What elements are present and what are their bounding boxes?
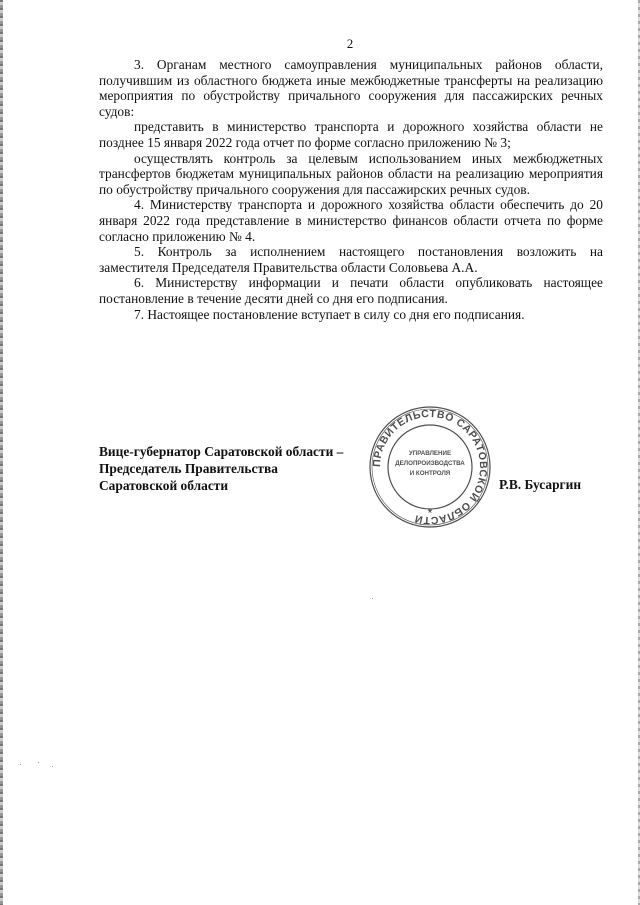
signer-title-line3: Саратовской области [99, 478, 229, 493]
scan-edge-left [0, 0, 3, 905]
paragraph-7: 7. Настоящее постановление вступает в силу со дня его подписания. [134, 306, 525, 322]
paragraph-4: 4. Министерству транспорта и дорожного хозяйства области обеспечить до 20 января 2022 года представление в министерство финансов области отчета по форме согласно приложению № 4. [99, 197, 603, 244]
paragraph-3-control: осуществлять контроль за целевым использованием иных межбюджетных трансфертов бюджетам муниципальных районов области на реализацию мероприятия по обустройству причального сооружения для пассажирских речных судов. [99, 150, 603, 197]
scan-speck [372, 598, 373, 599]
signer-title-line1: Вице-губернатор Саратовской области – [99, 444, 344, 459]
paragraph-3: 3. Органам местного самоуправления муниципальных районов области, получившим из областного бюджета иные межбюджетные трансферты на реализацию мероприятия по обустройству причального сооружения для пассажирских речных судов: [99, 57, 603, 119]
paragraph-5: 5. Контроль за исполнением настоящего постановления возложить на заместителя Председателя Правительства области Соловьева А.А. [99, 244, 603, 275]
seal-star: * [427, 506, 433, 520]
paragraph-6: 6. Министерству информации и печати области опубликовать настоящее постановление в течение десяти дней со дня его подписания. [99, 275, 603, 306]
seal-inner-line2: ДЕЛОПРОИЗВОДСТВА [395, 460, 465, 467]
scan-speck [38, 762, 39, 763]
signer-name: Р.В. Бусаргин [499, 477, 582, 492]
paragraph-3-report: представить в министерство транспорта и дорожного хозяйства области не позднее 15 января 2022 года отчет по форме согласно приложению № 3; [99, 119, 603, 150]
seal-outer-text: ПРАВИТЕЛЬСТВО САРАТОВСКОЙ ОБЛАСТИ [370, 407, 490, 527]
scan-speck [52, 766, 53, 767]
official-seal [368, 405, 492, 529]
seal-inner-ring [388, 425, 472, 509]
page-number: 2 [346, 36, 354, 51]
scan-speck [20, 764, 21, 765]
document-body [99, 57, 603, 322]
seal-inner-line1: УПРАВЛЕНИЕ [408, 450, 452, 457]
seal-inner-line3: И КОНТРОЛЯ [409, 470, 451, 477]
signer-title-line2: Председатель Правительства [99, 461, 278, 476]
